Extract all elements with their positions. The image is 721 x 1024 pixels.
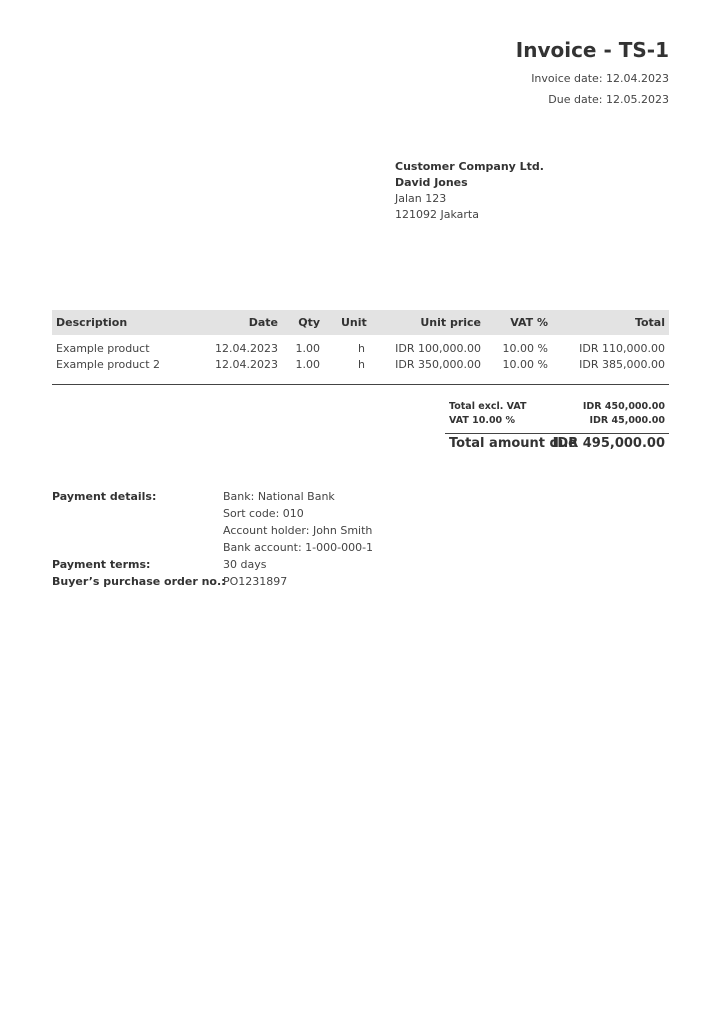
row-2-qty: 1.00: [295, 358, 320, 371]
column-header-date: Date: [248, 316, 278, 329]
payment-terms-value: 30 days: [223, 558, 267, 571]
customer-street: Jalan 123: [395, 192, 447, 205]
total-excl-vat-label: Total excl. VAT: [449, 401, 527, 412]
due-date: Due date: 12.05.2023: [548, 93, 669, 106]
vat-label: VAT 10.00 %: [449, 415, 515, 426]
column-header-description: Description: [56, 316, 128, 329]
row-1-unit-price: IDR 100,000.00: [395, 342, 481, 355]
column-header-total: Total: [634, 316, 665, 329]
payment-bank-account: Bank account: 1-000-000-1: [223, 541, 374, 554]
purchase-order-value: PO1231897: [223, 575, 288, 588]
column-header-unit-price: Unit price: [420, 316, 481, 329]
row-2-date: 12.04.2023: [215, 358, 278, 371]
payment-sort-code: Sort code: 010: [223, 507, 304, 520]
total-due-label: Total amount due: [449, 436, 577, 451]
row-1-vat: 10.00 %: [502, 342, 548, 355]
total-due-value: IDR 495,000.00: [552, 436, 665, 451]
column-header-vat: VAT %: [510, 316, 548, 329]
row-1-date: 12.04.2023: [215, 342, 278, 355]
totals-divider: [445, 433, 669, 434]
vat-value: IDR 45,000.00: [589, 415, 665, 426]
payment-terms-label: Payment terms:: [52, 558, 151, 571]
customer-company: Customer Company Ltd.: [395, 160, 544, 173]
row-1-unit: h: [358, 342, 365, 355]
customer-city: 121092 Jakarta: [395, 208, 479, 221]
column-header-qty: Qty: [298, 316, 320, 329]
table-divider: [52, 384, 669, 385]
row-1-qty: 1.00: [295, 342, 320, 355]
row-2-description: Example product 2: [56, 358, 161, 371]
invoice-title: Invoice - TS-1: [515, 38, 669, 62]
total-excl-vat-value: IDR 450,000.00: [582, 401, 665, 412]
payment-bank: Bank: National Bank: [223, 490, 335, 503]
column-header-unit: Unit: [341, 316, 367, 329]
row-1-total: IDR 110,000.00: [579, 342, 665, 355]
row-1-description: Example product: [56, 342, 150, 355]
row-2-vat: 10.00 %: [502, 358, 548, 371]
payment-details-label: Payment details:: [52, 490, 157, 503]
invoice-date: Invoice date: 12.04.2023: [531, 72, 669, 85]
row-2-unit: h: [358, 358, 365, 371]
payment-account-holder: Account holder: John Smith: [223, 524, 373, 537]
purchase-order-label: Buyer’s purchase order no.:: [52, 575, 226, 588]
row-2-total: IDR 385,000.00: [579, 358, 665, 371]
customer-name: David Jones: [395, 176, 468, 189]
row-2-unit-price: IDR 350,000.00: [395, 358, 481, 371]
